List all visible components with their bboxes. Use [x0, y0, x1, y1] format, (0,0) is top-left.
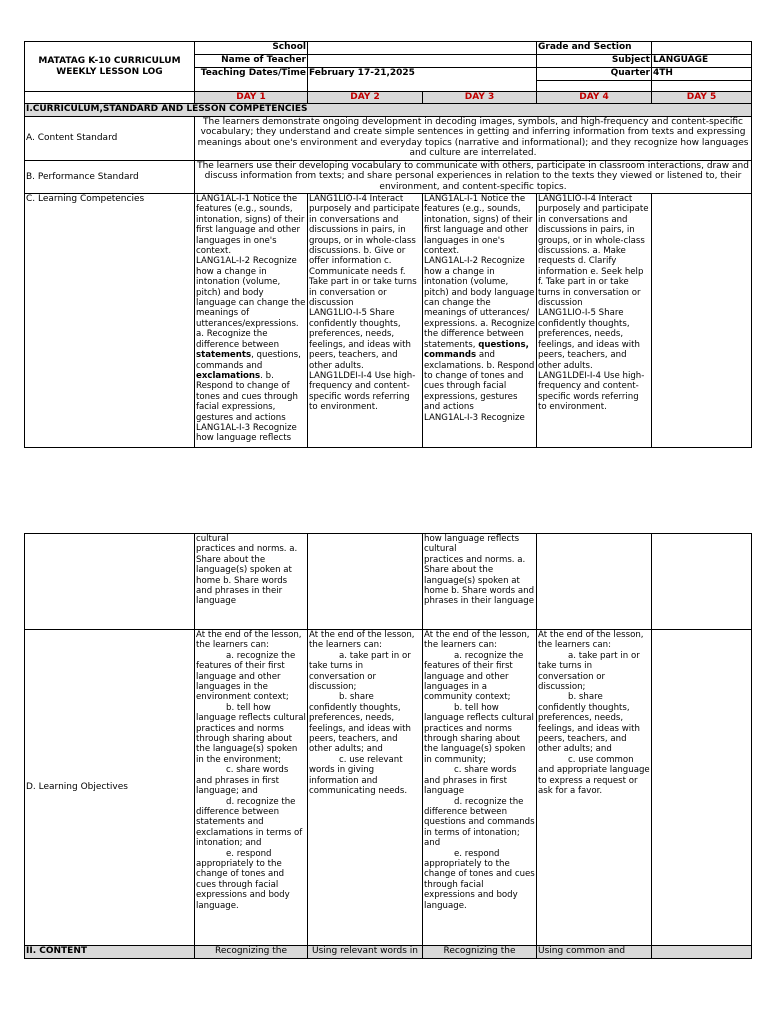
objective-item: e. respond appropriately to the change of tones and cues through facial expressions and body language.: [424, 848, 535, 911]
day-5-header: DAY 5: [652, 92, 752, 104]
competencies-day-3-text-a: LANG1AL-I-1 Notice the features (e.g., sounds, intonation, signs) of their first language and other languages in one's context. LANG1AL-I-2 Recognize how a change in intonation (volume, pitch) and body language can change the meanings of utterances/ expressions. a. Recognize the difference between statements,: [424, 194, 535, 350]
content-day-1: Recognizing the: [195, 946, 308, 959]
objective-item: c. share words and phrases in first language: [424, 765, 517, 797]
day-4-header: DAY 4: [537, 92, 652, 104]
objective-item: c. use common and appropriate language to express a request or ask for a favor.: [538, 754, 650, 797]
competencies-day-5-cont: [652, 534, 752, 630]
objective-item: a. take part in or take turns in conversation or discussion;: [309, 650, 411, 693]
competencies-day-1-text-b: , questions, commands and: [196, 350, 301, 371]
competencies-day-3-bold-a: questions, commands: [424, 339, 529, 361]
objectives-day-3-intro: At the end of the lesson, the learners can:: [424, 630, 530, 651]
competencies-day-3-text-b: and exclamations. b. Respond to change of tones and cues through facial expressions, gestures and actions LANG1AL-I-3 Recognize: [424, 350, 535, 423]
content-day-4: Using common and: [537, 946, 652, 959]
objective-item: a. take part in or take turns in conversation or discussion;: [538, 650, 640, 693]
dates-field[interactable]: February 17-21,2025: [308, 68, 537, 92]
objectives-day-4: [537, 630, 652, 946]
objectives-day-2-intro: At the end of the lesson, the learners can:: [309, 630, 415, 651]
objective-item: d. recognize the difference between statements and exclamations in terms of intonation; and: [196, 796, 303, 849]
quarter-field[interactable]: 4TH: [652, 68, 752, 81]
competencies-day-4: LANG1LIO-I-4 Interact purposely and participate in conversations and discussions in pairs, in groups, or in whole-class discussions. a. Make requests d. Clarify information e. Seek help f. Take part in or take turns in conversation or discussion LANG1LIO-I-5 Share confidently thoughts, preferences, needs, feelings, and ideas with peers, teachers, and other adults. LANG1LDEI-I-4 Use high-frequency and content-specific words referring to environment.: [537, 194, 652, 448]
objectives-day-4-intro: At the end of the lesson, the learners can:: [538, 630, 644, 651]
competencies-day-1-text-c: . b. Respond to change of tones and cues through facial expressions, gestures and actions LANG1AL-I-3 Recognize how language reflects: [196, 370, 298, 444]
objectives-day-1: [195, 630, 308, 946]
objective-item: a. recognize the features of their first language and other languages in the environment context;: [196, 650, 296, 703]
day-3-header: DAY 3: [423, 92, 537, 104]
content-day-2: Using relevant words in: [308, 946, 423, 959]
dates-label: Teaching Dates/Time: [195, 68, 308, 92]
objective-item: b. share confidently thoughts, preferences, needs, feelings, and ideas with peers, teachers, and other adults; and: [309, 692, 411, 755]
competencies-day-2-cont: [308, 534, 423, 630]
content-day-5: [652, 946, 752, 959]
competencies-cont-label: [25, 534, 195, 630]
subject-label: Subject: [537, 55, 652, 68]
content-standard-text: The learners demonstrate ongoing development in decoding images, symbols, and high-frequency and content-specific vocabulary; they understand and create simple sentences in getting and inferring information from texts and expressing meanings about one's environment and everyday topics (narrative and informational); and they recognize how languages and culture are interrelated.: [195, 117, 752, 161]
learning-objectives-label: D. Learning Objectives: [25, 630, 195, 946]
teacher-field[interactable]: [308, 55, 537, 68]
quarter-label: Quarter: [537, 68, 652, 81]
performance-standard-text: The learners use their developing vocabulary to communicate with others, participate in classroom interactions, draw and discuss information from texts; and share personal experiences in relation to the texts they viewed or listened to, their environment, and content-specific topics.: [195, 161, 752, 194]
performance-standard-label: B. Performance Standard: [25, 161, 195, 194]
competencies-day-1-cont: cultural practices and norms. a. Share about the language(s) spoken at home b. Share words and phrases in their language: [195, 534, 308, 630]
lesson-log-table-page1: [24, 41, 752, 448]
objectives-day-5: [652, 630, 752, 946]
content-standard-label: A. Content Standard: [25, 117, 195, 161]
objectives-day-2: [308, 630, 423, 946]
school-field[interactable]: [308, 42, 537, 55]
content-day-3: Recognizing the: [423, 946, 537, 959]
log-title: MATATAG K-10 CURRICULUM WEEKLY LESSON LOG: [25, 42, 195, 92]
grade-section-field[interactable]: [652, 42, 752, 55]
competencies-day-1-text-a: LANG1AL-I-1 Notice the features (e.g., sounds, intonation, signs) of their first language and other languages in one's context. LANG1AL-I-2 Recognize how a change in intonation (volume, pitch) and body language can change the meanings of utterances/expressions. a. Recognize the difference between: [196, 194, 306, 350]
competencies-day-5: [652, 194, 752, 448]
day-1-header: DAY 1: [195, 92, 308, 104]
objectives-day-1-intro: At the end of the lesson, the learners can:: [196, 630, 302, 651]
objective-item: e. respond appropriately to the change of tones and cues through facial expressions and body language.: [196, 848, 290, 911]
objective-item: c. share words and phrases in first language; and: [196, 765, 289, 797]
competencies-day-4-cont: [537, 534, 652, 630]
objective-item: d. recognize the difference between questions and commands in terms of intonation; and: [424, 796, 535, 849]
competencies-day-1: [195, 194, 308, 448]
objective-item: b. tell how language reflects cultural practices and norms through sharing about the language(s) spoken in community;: [424, 702, 534, 765]
objective-item: b. tell how language reflects cultural practices and norms through sharing about the language(s) spoken in the environment;: [196, 702, 306, 765]
objective-item: c. use relevant words in giving information and communicating needs.: [309, 754, 408, 797]
competencies-day-2: LANG1LIO-I-4 Interact purposely and participate in conversations and discussions in pairs, in groups, or in whole-class discussions. b. Give or offer information c. Communicate needs f. Take part in or take turns in conversation or discussion LANG1LIO-I-5 Share confidently thoughts, preferences, needs, feelings, and ideas with peers, teachers, and other adults. LANG1LDEI-I-4 Use high-frequency and content-specific words referring to environment.: [308, 194, 423, 448]
teacher-label: Name of Teacher: [195, 55, 308, 68]
school-label: School: [195, 42, 308, 55]
competencies-day-1-bold-a: statements: [196, 350, 252, 361]
lesson-log-table-page2: [24, 533, 752, 959]
objective-item: a. recognize the features of their first language and other languages in a community context;: [424, 650, 524, 703]
competencies-day-3: [423, 194, 537, 448]
section-content-heading: II. CONTENT: [25, 946, 195, 959]
grade-section-label: Grade and Section: [537, 42, 652, 55]
competencies-day-1-bold-b: exclamations: [196, 370, 261, 381]
objectives-day-3: [423, 630, 537, 946]
competencies-day-3-cont: how language reflects cultural practices and norms. a. Share about the language(s) spoken at home b. Share words and phrases in their language: [423, 534, 537, 630]
subject-field[interactable]: LANGUAGE: [652, 55, 752, 68]
learning-competencies-label: C. Learning Competencies: [25, 194, 195, 448]
objective-item: b. share confidently thoughts, preferences, needs, feelings, and ideas with peers, teachers, and other adults; and: [538, 692, 640, 755]
day-2-header: DAY 2: [308, 92, 423, 104]
section-curriculum-heading: I.CURRICULUM,STANDARD AND LESSON COMPETENCIES: [25, 104, 752, 117]
